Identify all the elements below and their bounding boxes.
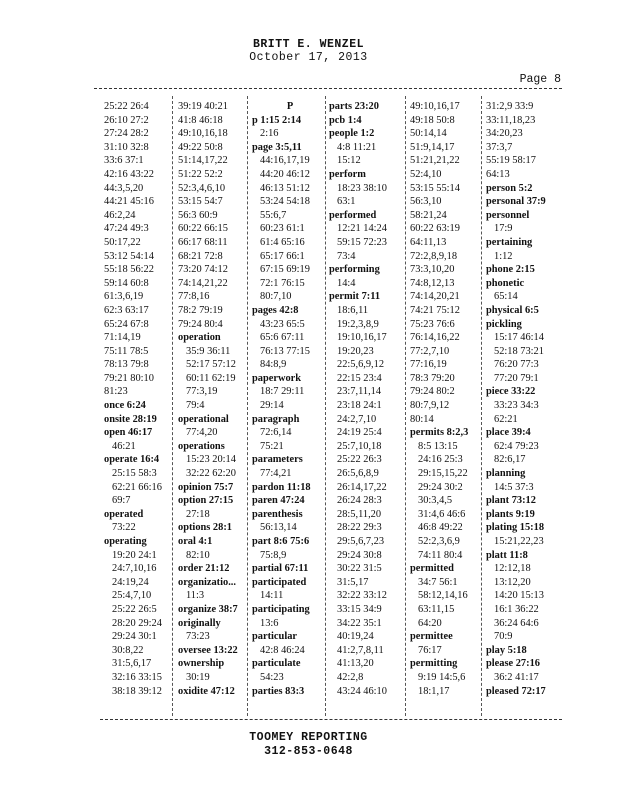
index-reference: 23:18 24:1 — [337, 400, 382, 412]
index-reference: 69:7 — [112, 495, 131, 507]
index-reference: 64:11,13 — [410, 236, 447, 248]
index-reference: 2:16 — [260, 128, 279, 140]
index-term: perform — [329, 168, 366, 180]
column-divider — [481, 96, 482, 716]
index-reference: 19:10,16,17 — [337, 332, 387, 344]
index-reference: 62:21 — [494, 413, 518, 425]
index-reference: 17:9 — [494, 223, 513, 235]
index-reference: 29:24 30:2 — [418, 481, 463, 493]
index-reference: 15:12 — [337, 155, 361, 167]
index-reference: 22:5,6,9,12 — [337, 359, 385, 371]
index-reference: 36:24 64:6 — [494, 617, 539, 629]
index-term: parts 23:20 — [329, 101, 379, 112]
index-reference: 15:17 46:14 — [494, 332, 544, 344]
index-reference: 41:13,20 — [337, 658, 374, 670]
index-term: plant 73:12 — [486, 495, 536, 507]
index-column-3 — [252, 100, 328, 698]
index-reference: 29:14 — [260, 400, 284, 412]
index-reference: 76:14,16,22 — [410, 332, 460, 344]
index-reference: 60:22 63:19 — [410, 223, 460, 235]
index-reference: 61:4 65:16 — [260, 236, 305, 248]
index-reference: 28:20 29:24 — [112, 617, 162, 629]
reporter-phone: 312-853-0648 — [264, 745, 353, 758]
index-reference: 63:11,15 — [418, 603, 455, 615]
index-reference: 58:21,24 — [410, 209, 447, 221]
index-reference: 33:11,18,23 — [486, 114, 536, 126]
index-reference: 19:2,3,8,9 — [337, 318, 379, 330]
index-term: permitted — [410, 563, 454, 575]
index-reference: 44:3,5,20 — [104, 182, 144, 194]
index-term: page 3:5,11 — [252, 141, 302, 153]
index-reference: 50:14,14 — [410, 128, 447, 140]
index-reference: 65:17 66:1 — [260, 250, 305, 262]
index-reference: 47:24 49:3 — [104, 223, 149, 235]
index-reference: 70:9 — [494, 631, 513, 643]
index-reference: 80:7,10 — [260, 291, 292, 303]
index-reference: 49:10,16,17 — [410, 101, 460, 112]
index-letter-heading: P — [286, 101, 294, 112]
index-reference: 82:10 — [186, 549, 210, 561]
index-term: please 27:16 — [486, 658, 540, 670]
index-reference: 80:7,9,12 — [410, 400, 450, 412]
index-reference: 39:19 40:21 — [178, 101, 228, 112]
bottom-rule — [100, 719, 562, 720]
index-term: performed — [329, 209, 377, 221]
index-reference: 16:1 36:22 — [494, 603, 539, 615]
index-column-6 — [486, 100, 562, 698]
index-term: piece 33:22 — [486, 386, 536, 398]
index-reference: 41:8 46:18 — [178, 114, 223, 126]
index-reference: 64:13 — [486, 168, 510, 180]
index-reference: 42:8 46:24 — [260, 644, 305, 656]
index-reference: 76:17 — [418, 644, 442, 656]
index-reference: 36:2 41:17 — [494, 671, 539, 683]
index-reference: 75:23 76:6 — [410, 318, 455, 330]
index-reference: 29:5,6,7,23 — [337, 536, 385, 547]
index-term: open 46:17 — [104, 427, 153, 439]
index-reference: 30:19 — [186, 671, 210, 683]
index-reference: 31:10 32:8 — [104, 141, 149, 153]
index-reference: 74:8,12,13 — [410, 277, 455, 289]
index-reference: 65:24 67:8 — [104, 318, 149, 330]
index-term: partial 67:11 — [252, 563, 309, 575]
index-reference: 60:11 62:19 — [186, 372, 236, 384]
index-reference: 12:12,18 — [494, 563, 531, 575]
index-reference: 28:22 29:3 — [337, 522, 382, 534]
index-reference: 73:23 — [186, 631, 210, 643]
index-reference: 52:4,10 — [410, 168, 442, 180]
index-term: organizatio... — [178, 576, 237, 588]
index-reference: 77:4,21 — [260, 468, 292, 480]
index-term: pickling — [486, 318, 522, 330]
index-reference: 81:23 — [104, 386, 128, 398]
index-reference: 60:23 61:1 — [260, 223, 305, 235]
index-reference: 74:21 75:12 — [410, 304, 460, 316]
index-term: originally — [178, 617, 221, 629]
index-reference: 78:3 79:20 — [410, 372, 455, 384]
index-term: pages 42:8 — [252, 304, 299, 316]
index-reference: 32:22 62:20 — [186, 468, 236, 480]
index-reference: 34:20,23 — [486, 128, 523, 140]
index-reference: 33:23 34:3 — [494, 400, 539, 412]
index-reference: 27:24 28:2 — [104, 128, 149, 140]
index-reference: 26:10 27:2 — [104, 114, 149, 126]
index-reference: 79:24 80:2 — [410, 386, 455, 398]
index-reference: 23:7,11,14 — [337, 386, 382, 398]
index-reference: 62:3 63:17 — [104, 304, 149, 316]
index-term: parties 83:3 — [252, 685, 305, 697]
index-term: operate 16:4 — [104, 454, 160, 466]
deposition-date: October 17, 2013 — [249, 51, 368, 64]
index-reference: 58:12,14,16 — [418, 590, 468, 602]
index-term: phonetic — [486, 277, 525, 289]
index-term: parenthesis — [252, 508, 303, 520]
deponent-name: BRITT E. WENZEL — [252, 38, 365, 51]
index-term: operational — [178, 413, 229, 425]
index-term: opinion 75:7 — [178, 481, 234, 493]
index-reference: 35:9 36:11 — [186, 345, 231, 357]
index-term: permit 7:11 — [329, 291, 381, 303]
index-term: particulate — [252, 658, 301, 670]
index-reference: 43:23 65:5 — [260, 318, 305, 330]
index-reference: 71:14,19 — [104, 332, 141, 344]
index-term: paragraph — [252, 413, 300, 425]
index-reference: 4:8 11:21 — [337, 141, 377, 153]
index-reference: 78:2 79:19 — [178, 304, 223, 316]
index-reference: 66:17 68:11 — [178, 236, 228, 248]
index-reference: 76:13 77:15 — [260, 345, 310, 357]
index-reference: 34:22 35:1 — [337, 617, 382, 629]
index-reference: 18:7 29:11 — [260, 386, 305, 398]
index-term: plating 15:18 — [486, 522, 545, 534]
column-divider — [247, 96, 248, 716]
index-reference: 56:3,10 — [410, 196, 442, 208]
index-reference: 33:15 34:9 — [337, 603, 382, 615]
index-reference: 26:14,17,22 — [337, 481, 387, 493]
index-reference: 30:8,22 — [112, 644, 144, 656]
page-number: Page 8 — [519, 73, 561, 86]
index-reference: 77:4,20 — [186, 427, 218, 439]
top-rule — [94, 88, 562, 89]
index-reference: 74:14,21,22 — [178, 277, 228, 289]
index-reference: 80:14 — [410, 413, 434, 425]
index-reference: 18:6,11 — [337, 304, 369, 316]
index-reference: 53:24 54:18 — [260, 196, 310, 208]
index-reference: 49:10,16,18 — [178, 128, 228, 140]
index-reference: 9:19 14:5,6 — [418, 671, 466, 683]
index-column-5 — [410, 100, 486, 698]
index-term: place 39:4 — [486, 427, 531, 439]
index-reference: 25:22 26:5 — [112, 603, 157, 615]
index-column-4 — [329, 100, 405, 698]
index-term: platt 11:8 — [486, 549, 528, 561]
index-reference: 30:3,4,5 — [418, 495, 453, 507]
index-term: oversee 13:22 — [178, 644, 238, 656]
index-term: operation — [178, 332, 221, 344]
index-reference: 74:14,20,21 — [410, 291, 460, 303]
index-reference: 24:19,24 — [112, 576, 149, 588]
index-reference: 22:15 23:4 — [337, 372, 382, 384]
index-reference: 76:20 77:3 — [494, 359, 539, 371]
index-reference: 73:4 — [337, 250, 356, 262]
index-reference: 42:16 43:22 — [104, 168, 154, 180]
index-term: participated — [252, 576, 307, 588]
index-reference: 62:4 79:23 — [494, 440, 539, 452]
index-reference: 25:4,7,10 — [112, 590, 152, 602]
index-term: physical 6:5 — [486, 304, 539, 316]
index-reference: 18:23 38:10 — [337, 182, 387, 194]
index-term: operations — [178, 440, 225, 452]
index-reference: 77:2,7,10 — [410, 345, 450, 357]
index-reference: 79:21 80:10 — [104, 372, 154, 384]
index-reference: 24:7,10,16 — [112, 563, 157, 575]
index-term: personnel — [486, 209, 530, 221]
index-reference: 27:18 — [186, 508, 210, 520]
index-reference: 56:13,14 — [260, 522, 297, 534]
index-term: part 8:6 75:6 — [252, 536, 310, 547]
index-reference: 12:21 14:24 — [337, 223, 387, 235]
index-reference: 53:12 54:14 — [104, 250, 154, 262]
index-reference: 52:18 73:21 — [494, 345, 544, 357]
index-term: paperwork — [252, 372, 302, 384]
index-reference: 8:5 13:15 — [418, 440, 458, 452]
index-reference: 46:8 49:22 — [418, 522, 463, 534]
index-reference: 78:13 79:8 — [104, 359, 149, 371]
index-reference: 59:14 60:8 — [104, 277, 149, 289]
index-reference: 42:2,8 — [337, 671, 364, 683]
index-reference: 32:16 33:15 — [112, 671, 162, 683]
index-reference: 31:4,6 46:6 — [418, 508, 466, 520]
index-term: pleased 72:17 — [486, 685, 546, 697]
index-term: options 28:1 — [178, 522, 232, 534]
index-reference: 73:22 — [112, 522, 136, 534]
index-term: paren 47:24 — [252, 495, 305, 507]
index-reference: 51:21,21,22 — [410, 155, 460, 167]
index-reference: 1:12 — [494, 250, 513, 262]
index-column-2 — [178, 100, 254, 698]
index-reference: 31:2,9 33:9 — [486, 101, 534, 112]
index-term: phone 2:15 — [486, 264, 535, 276]
index-term: plants 9:19 — [486, 508, 535, 520]
index-reference: 44:16,17,19 — [260, 155, 310, 167]
index-reference: 38:18 39:12 — [112, 685, 162, 697]
index-column-1 — [104, 100, 180, 698]
index-reference: 79:24 80:4 — [178, 318, 223, 330]
index-reference: 25:22 26:3 — [337, 454, 382, 466]
index-reference: 52:17 57:12 — [186, 359, 236, 371]
index-reference: 30:22 31:5 — [337, 563, 382, 575]
index-term: pcb 1:4 — [329, 114, 362, 126]
index-reference: 63:1 — [337, 196, 356, 208]
index-term: participating — [252, 603, 310, 615]
index-reference: 31:5,6,17 — [112, 658, 152, 670]
index-reference: 52:2,3,6,9 — [418, 536, 460, 547]
index-reference: 73:20 74:12 — [178, 264, 228, 276]
index-reference: 77:20 79:1 — [494, 372, 539, 384]
index-term: permittee — [410, 631, 453, 643]
index-reference: 32:22 33:12 — [337, 590, 387, 602]
index-reference: 72:6,14 — [260, 427, 292, 439]
index-reference: 25:15 58:3 — [112, 468, 157, 480]
index-reference: 46:2,24 — [104, 209, 136, 221]
index-reference: 26:5,6,8,9 — [337, 468, 379, 480]
index-reference: 31:5,17 — [337, 576, 369, 588]
index-reference: 65:14 — [494, 291, 518, 303]
index-reference: 44:21 45:16 — [104, 196, 154, 208]
index-reference: 28:5,11,20 — [337, 508, 382, 520]
index-term: once 6:24 — [104, 400, 146, 412]
index-reference: 15:23 20:14 — [186, 454, 236, 466]
index-reference: 24:2,7,10 — [337, 413, 377, 425]
index-reference: 75:21 — [260, 440, 284, 452]
index-reference: 11:3 — [186, 590, 205, 602]
index-reference: 13:6 — [260, 617, 279, 629]
index-reference: 26:24 28:3 — [337, 495, 382, 507]
index-reference: 19:20,23 — [337, 345, 374, 357]
index-reference: 29:24 30:1 — [112, 631, 157, 643]
index-reference: 75:11 78:5 — [104, 345, 149, 357]
index-reference: 19:20 24:1 — [112, 549, 157, 561]
index-reference: 61:3,6,19 — [104, 291, 144, 303]
index-reference: 52:3,4,6,10 — [178, 182, 226, 194]
index-reference: 72:2,8,9,18 — [410, 250, 458, 262]
index-reference: 43:24 46:10 — [337, 685, 387, 697]
index-reference: 55:18 56:22 — [104, 264, 154, 276]
index-term: performing — [329, 264, 380, 276]
index-reference: 68:21 72:8 — [178, 250, 223, 262]
index-term: planning — [486, 468, 526, 480]
index-reference: 64:20 — [418, 617, 442, 629]
index-reference: 82:6,17 — [494, 454, 526, 466]
index-term: people 1:2 — [329, 128, 375, 140]
index-reference: 14:4 — [337, 277, 356, 289]
index-reference: 51:14,17,22 — [178, 155, 228, 167]
index-reference: 72:1 76:15 — [260, 277, 305, 289]
index-reference: 18:1,17 — [418, 685, 450, 697]
index-reference: 53:15 55:14 — [410, 182, 460, 194]
index-reference: 37:3,7 — [486, 141, 513, 153]
column-divider — [172, 96, 173, 716]
reporter-name: TOOMEY REPORTING — [249, 731, 368, 744]
index-reference: 84:8,9 — [260, 359, 287, 371]
index-reference: 60:22 66:15 — [178, 223, 228, 235]
index-reference: 33:6 37:1 — [104, 155, 144, 167]
column-divider — [405, 96, 406, 716]
index-reference: 44:20 46:12 — [260, 168, 310, 180]
index-term: organize 38:7 — [178, 603, 238, 615]
index-reference: 46:13 51:12 — [260, 182, 310, 194]
index-reference: 14:11 — [260, 590, 284, 602]
index-reference: 25:7,10,18 — [337, 440, 382, 452]
index-term: operated — [104, 508, 144, 520]
index-term: pertaining — [486, 236, 533, 248]
column-divider — [325, 96, 326, 716]
index-term: order 21:12 — [178, 563, 230, 575]
index-reference: 54:23 — [260, 671, 284, 683]
index-term: oral 4:1 — [178, 536, 213, 547]
index-reference: 51:9,14,17 — [410, 141, 455, 153]
index-reference: 55:19 58:17 — [486, 155, 536, 167]
index-reference: 14:20 15:13 — [494, 590, 544, 602]
index-reference: 65:6 67:11 — [260, 332, 305, 344]
index-term: p 1:15 2:14 — [252, 114, 302, 126]
index-reference: 73:3,10,20 — [410, 264, 455, 276]
index-reference: 77:16,19 — [410, 359, 447, 371]
index-reference: 49:18 50:8 — [410, 114, 455, 126]
index-term: particular — [252, 631, 298, 643]
index-reference: 67:15 69:19 — [260, 264, 310, 276]
index-reference: 15:21,22,23 — [494, 536, 544, 547]
index-reference: 29:15,15,22 — [418, 468, 468, 480]
index-reference: 50:17,22 — [104, 236, 141, 248]
index-reference: 29:24 30:8 — [337, 549, 382, 561]
index-term: play 5:18 — [486, 644, 527, 656]
index-term: personal 37:9 — [486, 196, 546, 208]
index-term: ownership — [178, 658, 225, 670]
index-reference: 24:16 25:3 — [418, 454, 463, 466]
index-reference: 49:22 50:8 — [178, 141, 223, 153]
index-reference: 24:19 25:4 — [337, 427, 382, 439]
index-term: parameters — [252, 454, 303, 466]
index-reference: 46:21 — [112, 440, 136, 452]
index-reference: 41:2,7,8,11 — [337, 644, 384, 656]
index-reference: 77:8,16 — [178, 291, 210, 303]
index-reference: 25:22 26:4 — [104, 101, 149, 112]
index-term: onsite 28:19 — [104, 413, 157, 425]
index-term: person 5:2 — [486, 182, 533, 194]
index-reference: 40:19,24 — [337, 631, 374, 643]
index-reference: 75:8,9 — [260, 549, 287, 561]
index-term: permits 8:2,3 — [410, 427, 469, 439]
index-reference: 55:6,7 — [260, 209, 287, 221]
index-term: pardon 11:18 — [252, 481, 311, 493]
index-term: permitting — [410, 658, 458, 670]
index-reference: 77:3,19 — [186, 386, 218, 398]
index-reference: 56:3 60:9 — [178, 209, 218, 221]
index-reference: 74:11 80:4 — [418, 549, 463, 561]
index-reference: 79:4 — [186, 400, 205, 412]
index-term: oxidite 47:12 — [178, 685, 235, 697]
index-reference: 14:5 37:3 — [494, 481, 534, 493]
index-reference: 34:7 56:1 — [418, 576, 458, 588]
index-reference: 62:21 66:16 — [112, 481, 162, 493]
index-term: option 27:15 — [178, 495, 234, 507]
index-reference: 53:15 54:7 — [178, 196, 223, 208]
index-reference: 59:15 72:23 — [337, 236, 387, 248]
index-reference: 13:12,20 — [494, 576, 531, 588]
index-term: operating — [104, 536, 147, 547]
index-reference: 51:22 52:2 — [178, 168, 223, 180]
